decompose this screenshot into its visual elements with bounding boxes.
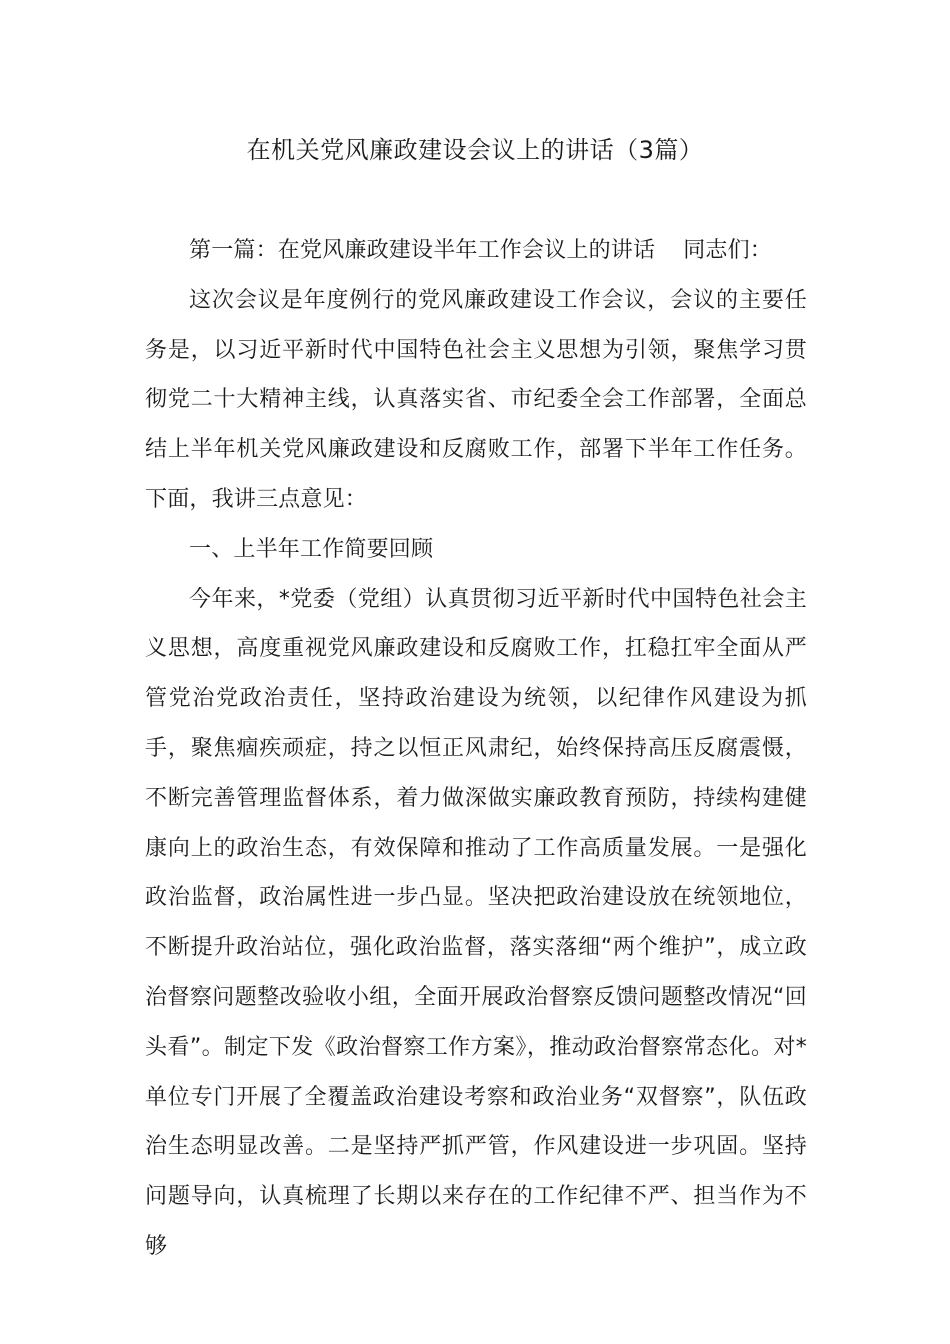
section-heading-1: 一、上半年工作简要回顾: [189, 536, 434, 562]
intro-heading: 第一篇：在党风廉政建设半年工作会议上的讲话: [189, 238, 656, 263]
paragraph-1: 这次会议是年度例行的党风廉政建设工作会议，会议的主要任务是，以习近平新时代中国特色社会主义思想为引领，聚焦学习贯彻党二十大精神主线，认真落实省、市纪委全会工作部署，全面总结上半年机关党风廉政建设和反腐败工作，部署下半年工作任务。下面，我讲三点意见：: [145, 287, 807, 512]
paragraph-2: 今年来，*党委（党组）认真贯彻习近平新时代中国特色社会主义思想，高度重视党风廉政建设和反腐败工作，扛稳扛牢全面从严管党治党政治责任，坚持政治建设为统领，以纪律作风建设为抓手，聚焦痼疾顽症，持之以恒正风肃纪，始终保持高压反腐震慑，不断完善管理监督体系，着力做深做实廉政教育预防，持续构建健康向上的政治生态，有效保障和推动了工作高质量发展。一是强化政治监督，政治属性进一步凸显。坚决把政治建设放在统领地位，不断提升政治站位，强化政治监督，落实落细“两个维护”，成立政治督察问题整改验收小组，全面开展政治督察反馈问题整改情况“回头看”。制定下发《政治督察工作方案》，推动政治督察常态化。对*单位专门开展了全覆盖政治建设考察和政治业务“双督察”，队伍政治生态明显改善。二是坚持严抓严管，作风建设进一步巩固。坚持问题导向，认真梳理了长期以来存在的工作纪律不严、担当作为不够: [145, 586, 807, 1259]
document-body: [145, 226, 807, 1272]
salutation: 同志们：: [683, 238, 773, 263]
intro-line: [145, 226, 807, 276]
document-title: 在机关党风廉政建设会议上的讲话（3篇）: [246, 136, 704, 164]
